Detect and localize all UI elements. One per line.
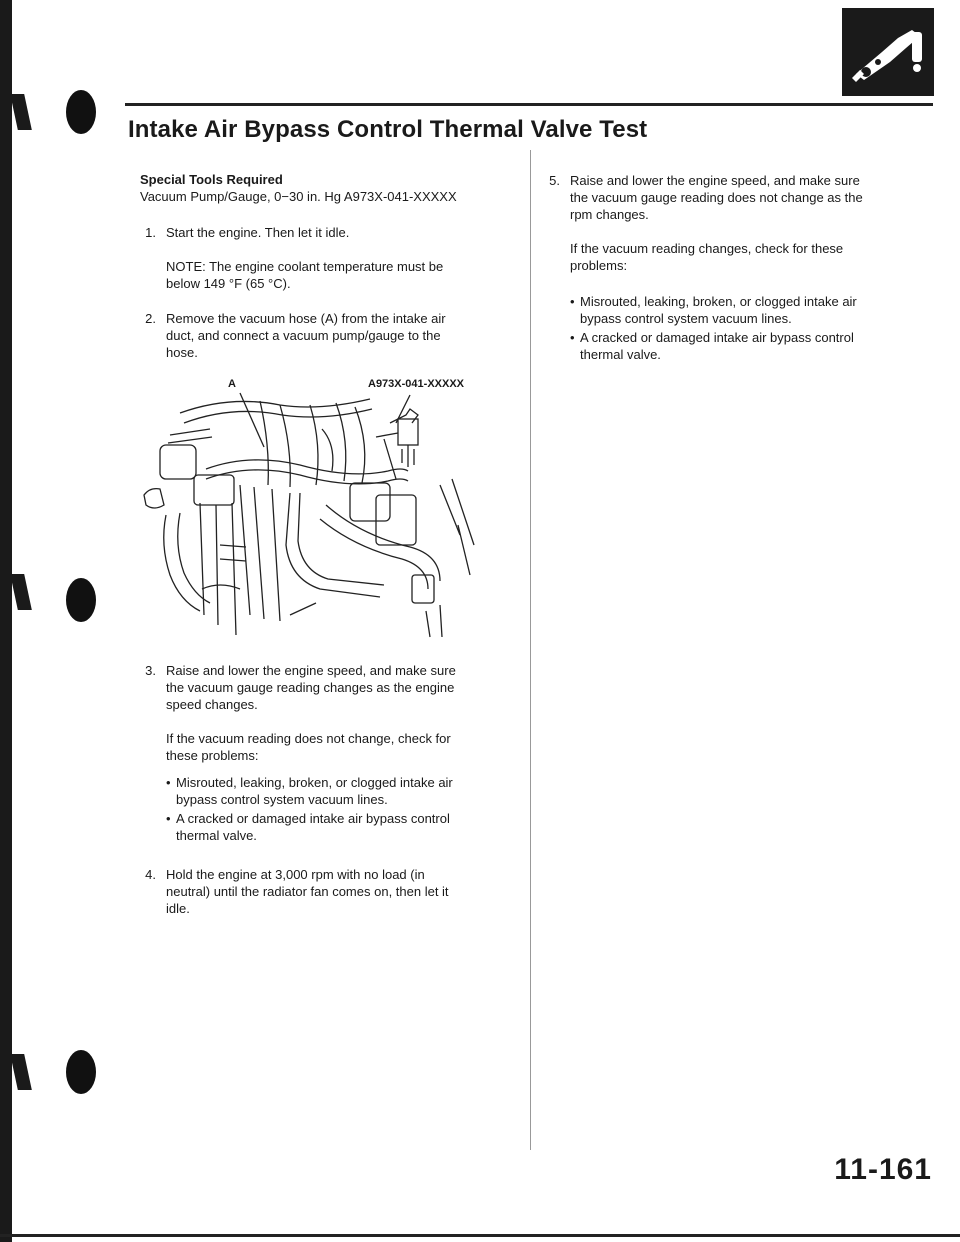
step-5-check bbox=[570, 240, 843, 274]
bullet-line: bypass control system vacuum lines. bbox=[580, 311, 792, 326]
step-number: 3. bbox=[145, 663, 156, 678]
section-logo bbox=[842, 8, 934, 96]
bullet-line: thermal valve. bbox=[580, 347, 661, 362]
bullet-line: bypass control system vacuum lines. bbox=[176, 792, 388, 807]
step-text bbox=[570, 172, 863, 223]
binding-hole bbox=[66, 1050, 96, 1094]
note-line: below 149 °F (65 °C). bbox=[166, 276, 291, 291]
step-line: idle. bbox=[166, 901, 190, 916]
step-line: Raise and lower the engine speed, and make sure bbox=[166, 663, 456, 678]
step-2 bbox=[140, 310, 520, 364]
step-line: speed changes. bbox=[166, 697, 258, 712]
step-5 bbox=[544, 172, 934, 226]
step-line: Remove the vacuum hose (A) from the intake air bbox=[166, 311, 446, 326]
step-text: Start the engine. Then let it idle. bbox=[166, 225, 350, 240]
check-line: If the vacuum reading changes, check for these bbox=[570, 241, 844, 256]
bullet-glyph: • bbox=[570, 294, 575, 309]
header-rule bbox=[125, 103, 933, 106]
page-title: Intake Air Bypass Control Thermal Valve Test bbox=[128, 116, 648, 143]
bullet-line: A cracked or damaged intake air bypass control bbox=[580, 330, 854, 345]
step-line: Raise and lower the engine speed, and make sure bbox=[570, 173, 860, 188]
step-5-bullet-2 bbox=[570, 329, 940, 365]
fuel-system-icon bbox=[842, 8, 934, 96]
bullet-line: A cracked or damaged intake air bypass control bbox=[176, 811, 450, 826]
check-line: If the vacuum reading does not change, check for bbox=[166, 731, 451, 746]
step-line: rpm changes. bbox=[570, 207, 649, 222]
step-3-bullet-2 bbox=[166, 810, 526, 846]
step-text bbox=[166, 662, 456, 713]
check-line: problems: bbox=[570, 258, 628, 273]
callout-tool: A973X-041-XXXXX bbox=[368, 378, 464, 390]
binding-mark bbox=[10, 94, 32, 130]
note-line: NOTE: The engine coolant temperature must be bbox=[166, 259, 444, 274]
bullet-line: thermal valve. bbox=[176, 828, 257, 843]
step-number: 1. bbox=[145, 225, 156, 240]
bullet-text bbox=[176, 774, 453, 808]
step-line: duct, and connect a vacuum pump/gauge to the bbox=[166, 328, 441, 343]
step-3-check bbox=[166, 730, 451, 764]
check-line: these problems: bbox=[166, 748, 259, 763]
figure-vacuum-hose bbox=[140, 375, 520, 643]
page-number: 11-161 bbox=[834, 1153, 932, 1186]
callout-a: A bbox=[228, 378, 236, 390]
step-line: Hold the engine at 3,000 rpm with no load (in bbox=[166, 867, 425, 882]
binding-hole bbox=[66, 90, 96, 134]
step-text bbox=[166, 866, 449, 917]
bullet-text bbox=[176, 810, 450, 844]
bullet-line: Misrouted, leaking, broken, or clogged intake air bbox=[580, 294, 857, 309]
step-line: neutral) until the radiator fan comes on, then let it bbox=[166, 884, 449, 899]
bullet-text bbox=[580, 329, 854, 363]
bullet-glyph: • bbox=[570, 330, 575, 345]
special-tools-line: Vacuum Pump/Gauge, 0−30 in. Hg A973X-041-XXXXX bbox=[140, 189, 457, 204]
step-5-bullet-1 bbox=[570, 293, 940, 329]
step-number: 5. bbox=[549, 173, 560, 188]
step-text bbox=[166, 310, 446, 361]
bullet-glyph: • bbox=[166, 811, 171, 826]
step-3-bullet-1 bbox=[166, 774, 526, 810]
engine-illustration bbox=[140, 375, 520, 643]
step-3 bbox=[140, 662, 520, 716]
step-4 bbox=[140, 866, 520, 920]
step-1 bbox=[140, 224, 520, 244]
bullet-glyph: • bbox=[166, 775, 171, 790]
bullet-line: Misrouted, leaking, broken, or clogged intake air bbox=[176, 775, 453, 790]
step-number: 2. bbox=[145, 311, 156, 326]
binding-mark bbox=[10, 1054, 32, 1090]
step-1-note bbox=[166, 258, 443, 292]
step-number: 4. bbox=[145, 867, 156, 882]
step-line: hose. bbox=[166, 345, 198, 360]
binding-hole bbox=[66, 578, 96, 622]
special-tools-heading: Special Tools Required bbox=[140, 172, 283, 187]
footer-rule bbox=[0, 1234, 960, 1237]
bullet-text bbox=[580, 293, 857, 327]
binding-mark bbox=[10, 574, 32, 610]
step-line: the vacuum gauge reading does not change as the bbox=[570, 190, 863, 205]
step-line: the vacuum gauge reading changes as the engine bbox=[166, 680, 455, 695]
column-divider bbox=[530, 150, 531, 1150]
